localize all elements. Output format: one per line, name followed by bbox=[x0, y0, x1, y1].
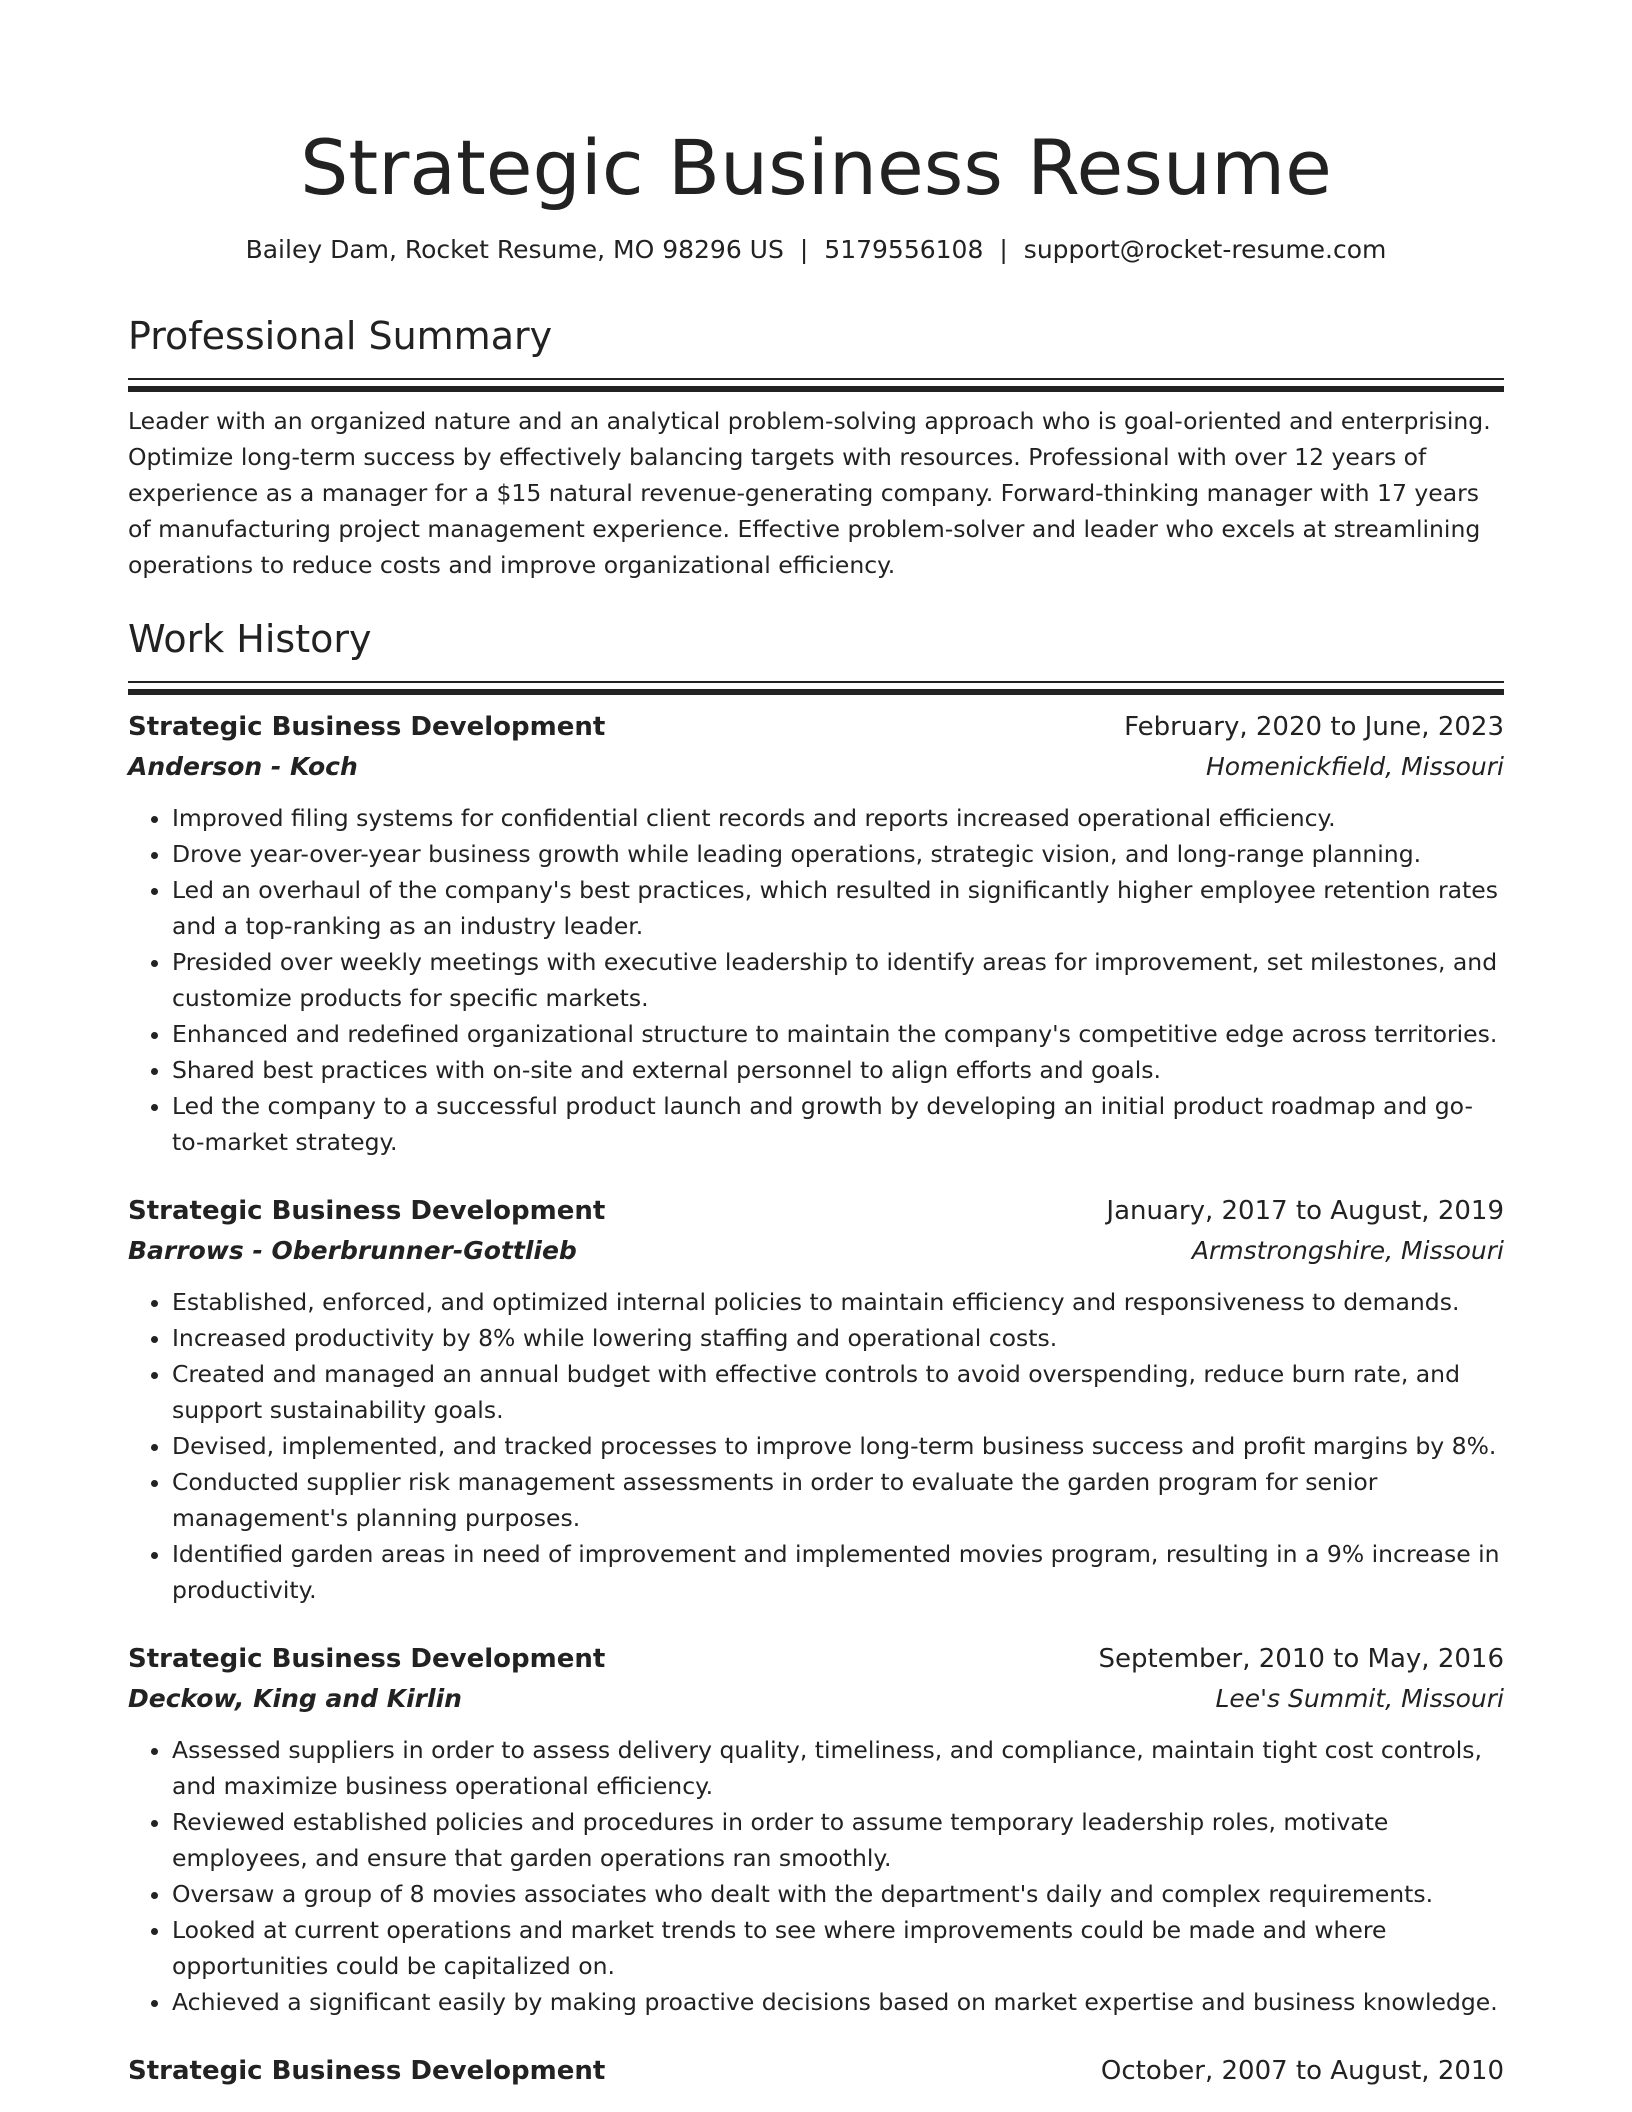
job-bullet: • Conducted supplier risk management assessments in order to evaluate the garden program for senior management's planning purposes. bbox=[172, 1464, 1504, 1536]
job-location: Armstrongshire, Missouri bbox=[1191, 1236, 1504, 1265]
resume-title: Strategic Business Resume bbox=[300, 123, 1332, 212]
job-title: Strategic Business Development bbox=[128, 2056, 606, 2086]
contact-line bbox=[128, 232, 1504, 268]
job-location: Homenickfield, Missouri bbox=[1205, 752, 1504, 781]
job-entry bbox=[128, 1640, 1504, 2020]
job-entry bbox=[128, 2052, 1504, 2091]
job-title: Strategic Business Development bbox=[128, 1644, 606, 1674]
section-heading-summary: Professional Summary bbox=[128, 314, 553, 358]
job-header-row bbox=[128, 1640, 1504, 1679]
job-bullet: • Oversaw a group of 8 movies associates who dealt with the department's daily and complex requirements. bbox=[172, 1876, 1504, 1912]
job-bullet: • Improved filing systems for confidential client records and reports increased operational efficiency. bbox=[172, 800, 1504, 836]
job-bullet: • Reviewed established policies and procedures in order to assume temporary leadership roles, motivate employees, and ensure that garden operations ran smoothly. bbox=[172, 1804, 1504, 1876]
summary-section bbox=[128, 312, 1504, 583]
job-subheader-row bbox=[128, 1679, 1504, 1718]
job-bullet: • Achieved a significant easily by making proactive decisions based on market expertise and business knowledge. bbox=[172, 1984, 1504, 2020]
job-header-row bbox=[128, 1192, 1504, 1231]
job-bullet-list bbox=[128, 800, 1504, 1160]
job-company: Barrows - Oberbrunner-Gottlieb bbox=[128, 1236, 577, 1265]
section-divider bbox=[128, 378, 1504, 389]
job-bullet: • Led the company to a successful product launch and growth by developing an initial product roadmap and go-to-market strategy. bbox=[172, 1088, 1504, 1160]
contact-email: support@rocket-resume.com bbox=[1023, 235, 1387, 264]
contact-phone: 5179556108 bbox=[824, 235, 984, 264]
job-dates: October, 2007 to August, 2010 bbox=[1100, 2056, 1504, 2086]
job-bullet-list bbox=[128, 1732, 1504, 2020]
job-title: Strategic Business Development bbox=[128, 1196, 606, 1226]
contact-address: Bailey Dam, Rocket Resume, MO 98296 US bbox=[245, 235, 784, 264]
job-company: Anderson - Koch bbox=[128, 752, 358, 781]
section-heading-work-history: Work History bbox=[128, 617, 372, 661]
job-bullet: • Created and managed an annual budget with effective controls to avoid overspending, reduce burn rate, and support sustainability goals. bbox=[172, 1356, 1504, 1428]
contact-separator: | bbox=[799, 235, 809, 264]
job-header-row bbox=[128, 708, 1504, 747]
job-bullet: • Led an overhaul of the company's best practices, which resulted in significantly higher employee retention rates and a top-ranking as an industry leader. bbox=[172, 872, 1504, 944]
work-history-section bbox=[128, 615, 1504, 2091]
job-bullet: • Assessed suppliers in order to assess delivery quality, timeliness, and compliance, maintain tight cost controls, and maximize business operational efficiency. bbox=[172, 1732, 1504, 1804]
job-bullet: • Shared best practices with on-site and external personnel to align efforts and goals. bbox=[172, 1052, 1504, 1088]
job-bullet: • Presided over weekly meetings with executive leadership to identify areas for improvement, set milestones, and customize products for specific markets. bbox=[172, 944, 1504, 1016]
job-dates: January, 2017 to August, 2019 bbox=[1106, 1196, 1504, 1226]
job-bullet-list bbox=[128, 1284, 1504, 1608]
job-company: Deckow, King and Kirlin bbox=[128, 1684, 462, 1713]
section-divider bbox=[128, 681, 1504, 692]
job-bullet: • Enhanced and redefined organizational structure to maintain the company's competitive edge across territories. bbox=[172, 1016, 1504, 1052]
job-dates: September, 2010 to May, 2016 bbox=[1098, 1644, 1504, 1674]
contact-separator: | bbox=[999, 235, 1008, 264]
job-bullet: • Looked at current operations and market trends to see where improvements could be made and where opportunities could be capitalized on. bbox=[172, 1912, 1504, 1984]
job-bullet: • Established, enforced, and optimized internal policies to maintain efficiency and responsiveness to demands. bbox=[172, 1284, 1504, 1320]
job-title: Strategic Business Development bbox=[128, 712, 606, 742]
job-bullet: • Drove year-over-year business growth while leading operations, strategic vision, and long-range planning. bbox=[172, 836, 1504, 872]
job-header-row bbox=[128, 2052, 1504, 2091]
job-entry bbox=[128, 1192, 1504, 1608]
job-bullet: • Identified garden areas in need of improvement and implemented movies program, resulting in a 9% increase in productivity. bbox=[172, 1536, 1504, 1608]
job-list bbox=[128, 708, 1504, 2091]
job-subheader-row bbox=[128, 747, 1504, 786]
job-location: Lee's Summit, Missouri bbox=[1215, 1684, 1504, 1713]
job-bullet: • Increased productivity by 8% while lowering staffing and operational costs. bbox=[172, 1320, 1504, 1356]
job-entry bbox=[128, 708, 1504, 1160]
job-subheader-row bbox=[128, 1231, 1504, 1270]
job-dates: February, 2020 to June, 2023 bbox=[1124, 712, 1504, 742]
summary-text: Leader with an organized nature and an analytical problem-solving approach who is goal-oriented and enterprising. Optimize long-term success by effectively balancing targets with resources. Professional with over 12 years of experience as a manager for a $15 natural revenue-generating company. Forward-thinking manager with 17 years of manufacturing project management experience. Effective problem-solver and leader who excels at streamlining operations to reduce costs and improve organizational efficiency. bbox=[128, 407, 1491, 579]
job-bullet: • Devised, implemented, and tracked processes to improve long-term business success and profit margins by 8%. bbox=[172, 1428, 1504, 1464]
